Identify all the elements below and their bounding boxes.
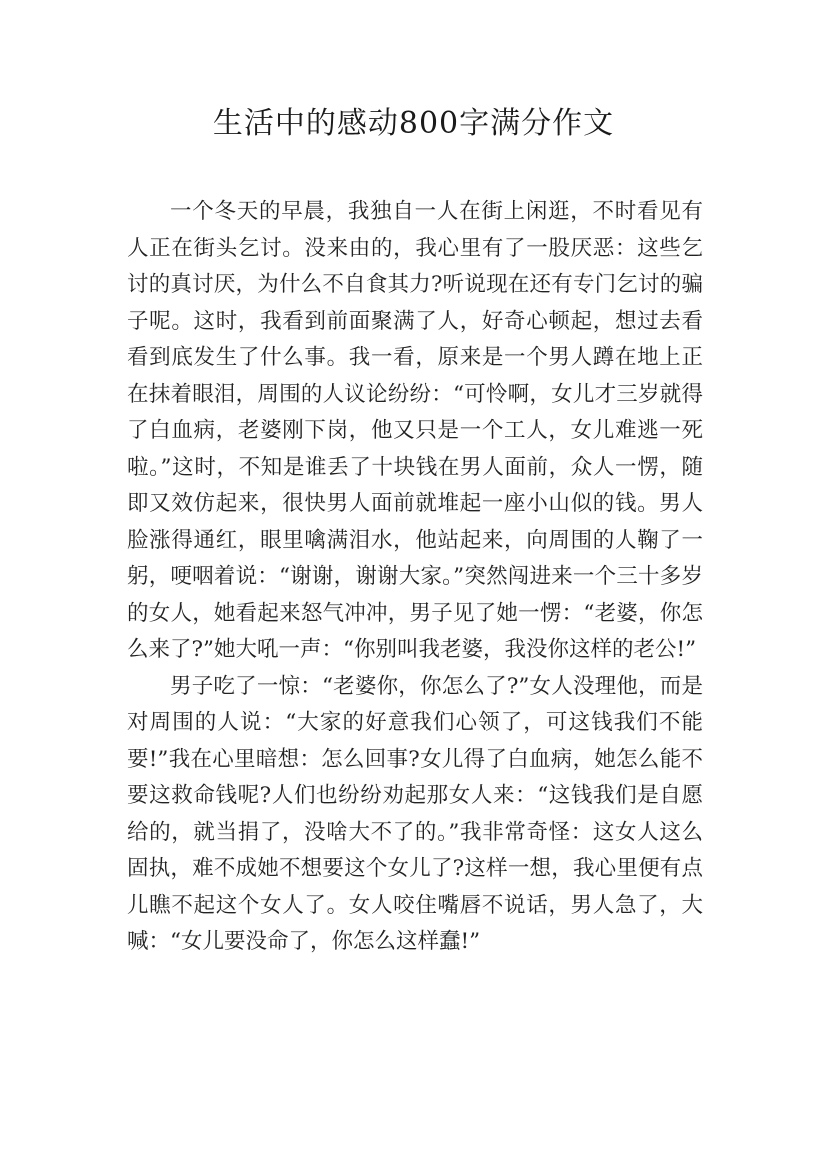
document-body: [127, 194, 703, 961]
paragraph: 男子吃了一惊：“老婆你，你怎么了?”女人没理他，而是对周围的人说：“大家的好意我们心领了，可这钱我们不能要!”我在心里暗想：怎么回事?女儿得了白血病，她怎么能不要这救命钱呢?人们也纷纷劝起那女人来：“这钱我们是自愿给的，就当捐了，没啥大不了的。”我非常奇怪：这女人这么固执，难不成她不想要这个女儿了?这样一想，我心里便有点儿瞧不起这个女人了。女人咬住嘴唇不说话，男人急了，大喊：“女儿要没命了，你怎么这样蠢!”: [127, 673, 703, 954]
document-title: 生活中的感动800字满分作文: [212, 106, 615, 141]
paragraph: 一个冬天的早晨，我独自一人在街上闲逛，不时看见有人正在街头乞讨。没来由的，我心里有了一股厌恶：这些乞讨的真讨厌，为什么不自食其力?听说现在还有专门乞讨的骗子呢。这时，我看到前面聚满了人，好奇心顿起，想过去看看到底发生了什么事。我一看，原来是一个男人蹲在地上正在抹着眼泪，周围的人议论纷纷：“可怜啊，女儿才三岁就得了白血病，老婆刚下岗，他又只是一个工人，女儿难逃一死啦。”这时，不知是谁丢了十块钱在男人面前，众人一愣，随即又效仿起来，很快男人面前就堆起一座小山似的钱。男人脸涨得通红，眼里噙满泪水，他站起来，向周围的人鞠了一躬，哽咽着说：“谢谢，谢谢大家。”突然闯进来一个三十多岁的女人，她看起来怒气冲冲，男子见了她一愣：“老婆，你怎么来了?”她大吼一声：“你别叫我老婆，我没你这样的老公!”: [127, 199, 703, 662]
